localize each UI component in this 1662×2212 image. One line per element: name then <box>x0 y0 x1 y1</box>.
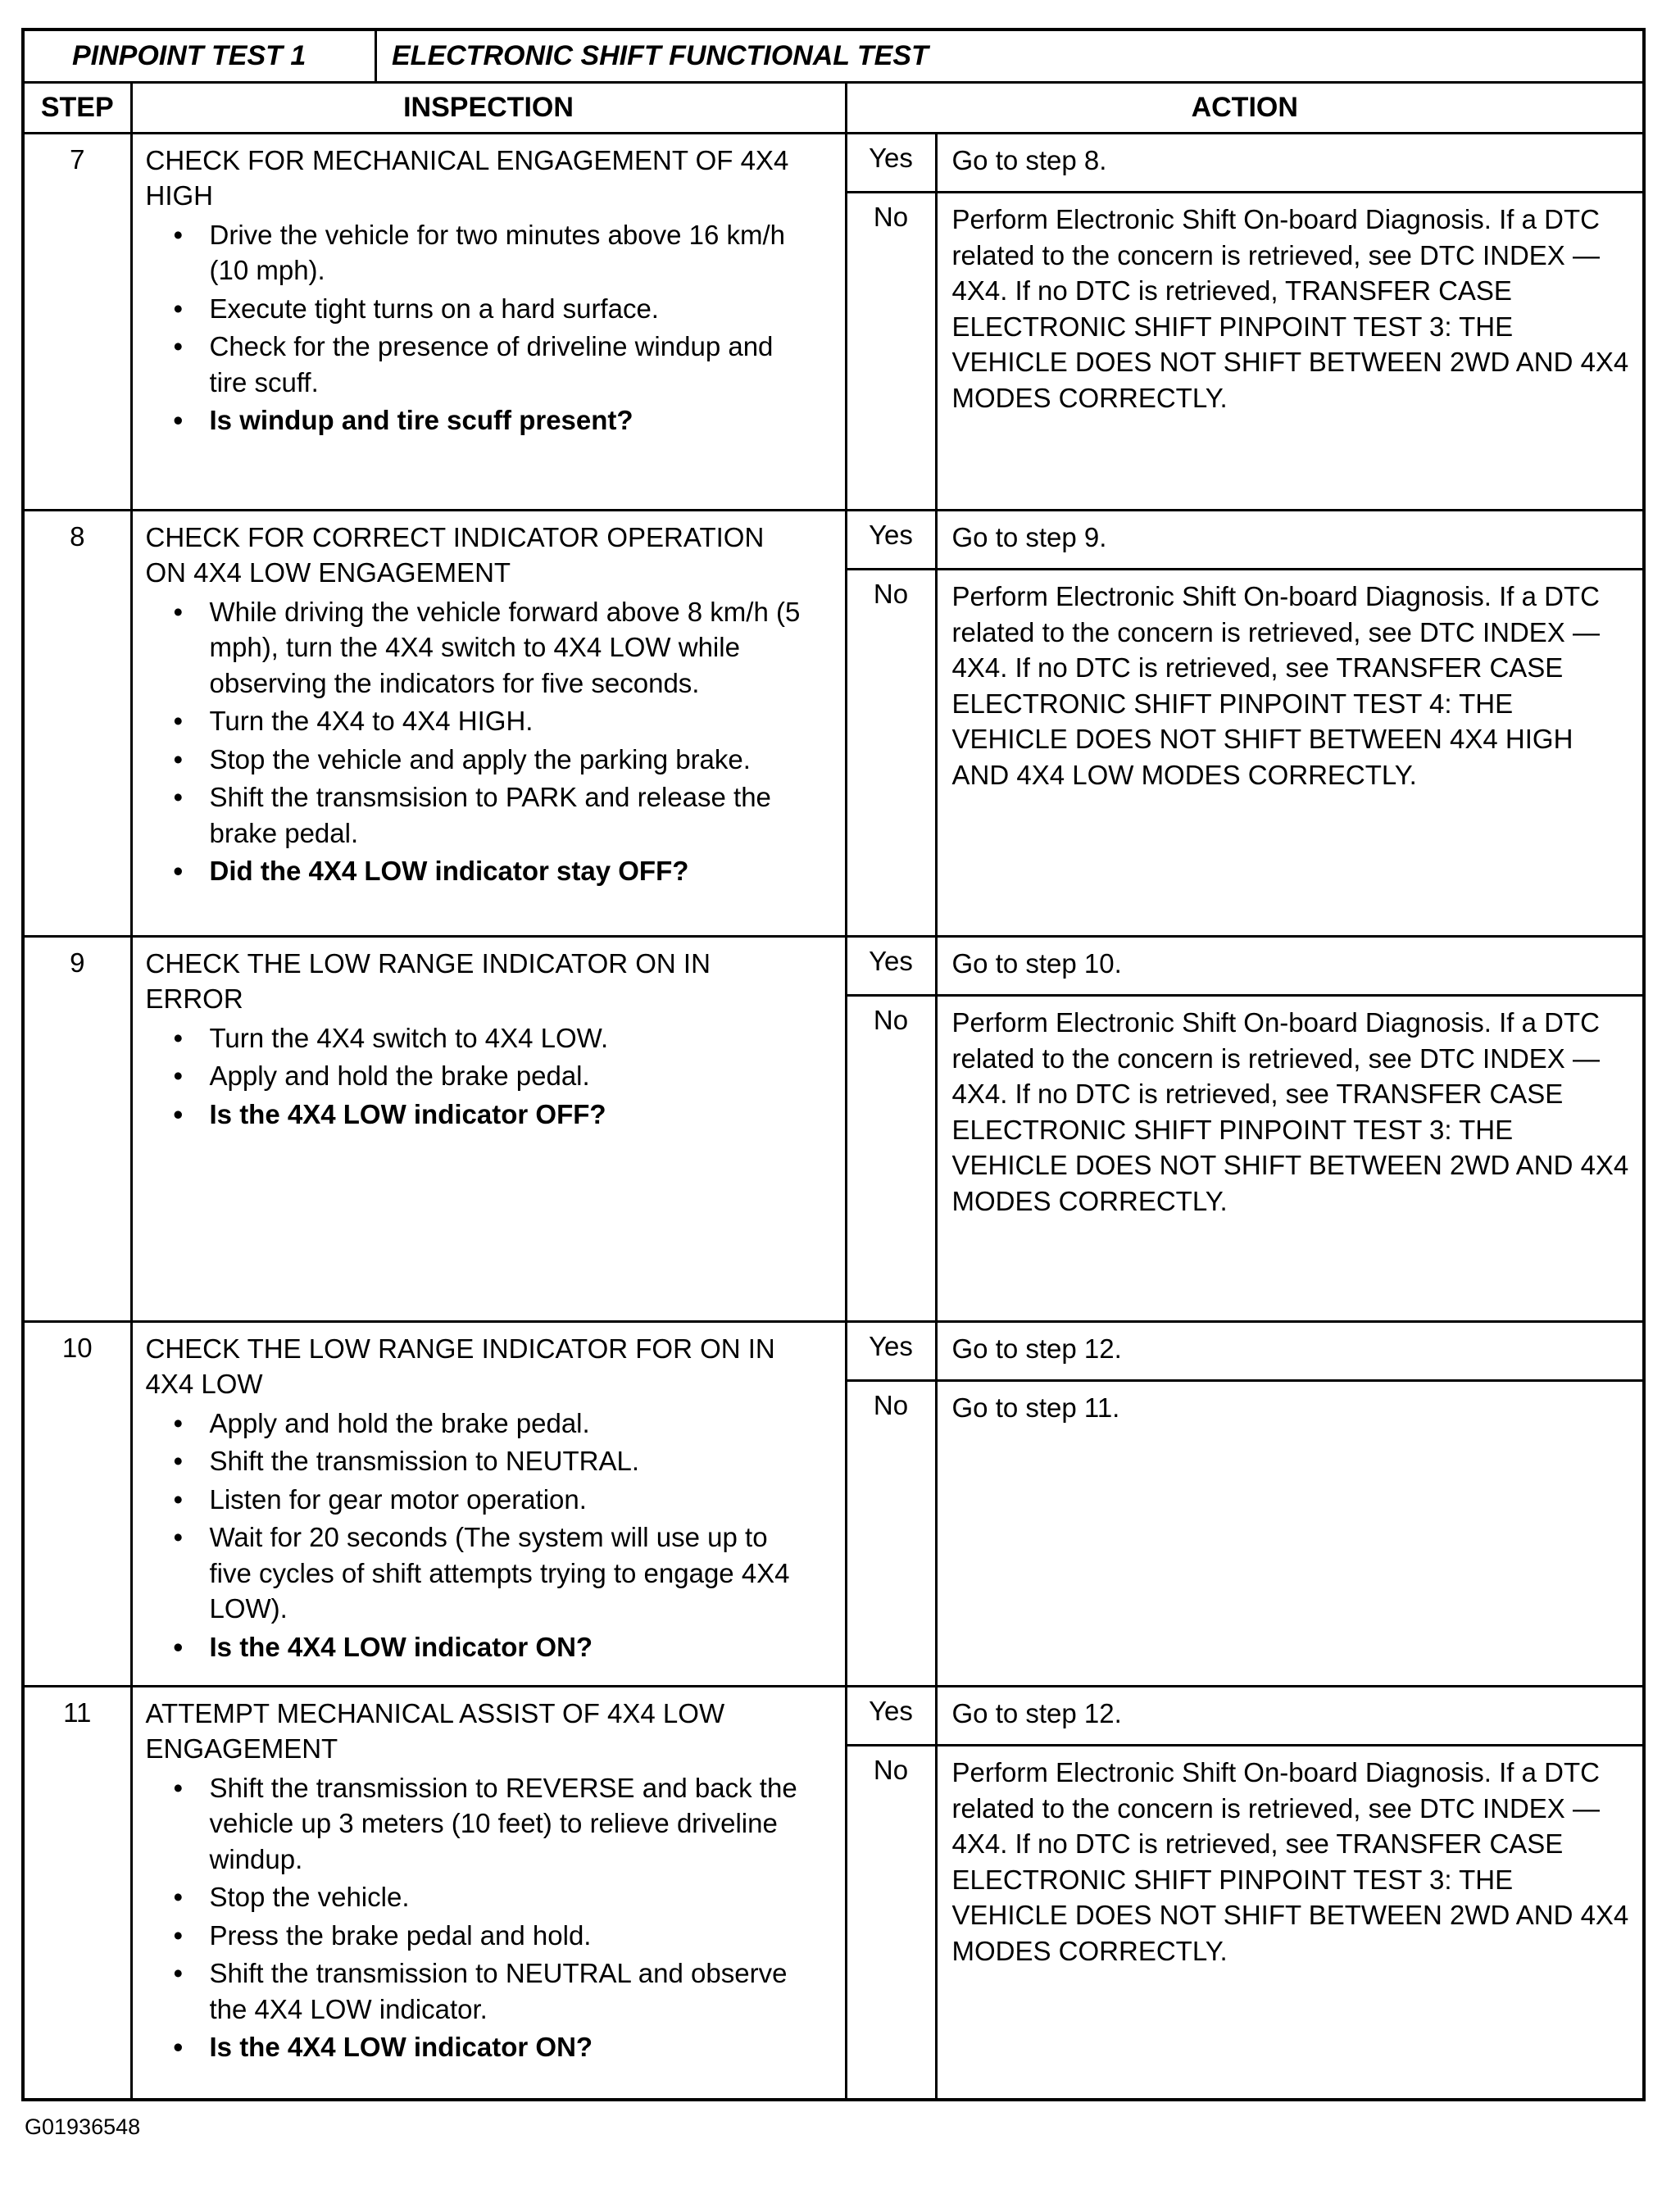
inspection-bullet: • Check for the presence of driveline windup and tire scuff. <box>210 329 811 400</box>
action-yes-cell <box>936 510 1644 570</box>
result-label: No <box>873 1390 909 1421</box>
result-label: No <box>873 579 909 610</box>
title-cell <box>23 30 1644 82</box>
result-label: Yes <box>869 1330 913 1361</box>
action-no-cell <box>936 570 1644 936</box>
inspection-bullet: • Apply and hold the brake pedal. <box>210 1406 811 1442</box>
result-yes-cell <box>846 936 936 996</box>
result-yes-cell <box>846 1686 936 1746</box>
result-yes-cell <box>846 133 936 193</box>
inspection-bullet: • Press the brake pedal and hold. <box>210 1918 811 1954</box>
action-yes-cell <box>936 1321 1644 1381</box>
result-no-cell <box>846 1381 936 1686</box>
step-number: 7 <box>70 143 85 175</box>
result-no-cell <box>846 996 936 1321</box>
action-text: Perform Electronic Shift On-board Diagnosis. If a DTC related to the concern is retrieved, see DTC INDEX — 4X4. If no DTC is retrieved, see TRANSFER CASE ELECTRONIC SHIFT PINPOINT TEST 3: THE VEHICLE DOES NOT SHIFT BETWEEN 2WD AND 4X4 MODES CORRECTLY. <box>951 1007 1629 1216</box>
inspection-bullet: • Shift the transmsision to PARK and release the brake pedal. <box>210 779 811 851</box>
action-no-cell <box>936 996 1644 1321</box>
action-yes-cell <box>936 1686 1644 1746</box>
step-number-cell <box>23 936 131 1321</box>
inspection-bullet: • Stop the vehicle and apply the parking brake. <box>210 742 811 778</box>
result-label: Yes <box>869 142 913 173</box>
action-no-cell <box>936 193 1644 510</box>
inspection-cell <box>131 1321 846 1686</box>
action-no-cell <box>936 1381 1644 1686</box>
column-header-action: ACTION <box>846 82 1644 133</box>
action-text: Go to step 10. <box>951 947 1122 979</box>
step-number: 9 <box>70 947 85 978</box>
inspection-question: • Is the 4X4 LOW indicator ON? <box>210 2029 811 2065</box>
inspection-bullet: • Execute tight turns on a hard surface. <box>210 291 811 327</box>
action-no-cell <box>936 1746 1644 2100</box>
step-yes-row <box>23 1321 1644 1381</box>
inspection-bullet-list <box>146 1770 811 2065</box>
inspection-question: • Is windup and tire scuff present? <box>210 402 811 438</box>
result-label: No <box>873 1755 909 1786</box>
action-text: Perform Electronic Shift On-board Diagnosis. If a DTC related to the concern is retrieved, see DTC INDEX — 4X4. If no DTC is retrieved, see TRANSFER CASE ELECTRONIC SHIFT PINPOINT TEST 3: THE VEHICLE DOES NOT SHIFT BETWEEN 2WD AND 4X4 MODES CORRECTLY. <box>951 1757 1629 1966</box>
inspection-bullet-list <box>146 217 811 438</box>
action-text: Go to step 9. <box>951 521 1107 552</box>
column-header-step: STEP <box>23 82 131 133</box>
result-label: Yes <box>869 1695 913 1726</box>
column-header-row <box>23 82 1644 133</box>
action-text: Go to step 11. <box>951 1392 1120 1424</box>
inspection-question: • Is the 4X4 LOW indicator ON? <box>210 1629 811 1665</box>
action-yes-cell <box>936 133 1644 193</box>
pinpoint-test-table <box>21 28 1646 2101</box>
inspection-cell <box>131 1686 846 2100</box>
result-label: No <box>873 1005 909 1036</box>
step-yes-row <box>23 936 1644 996</box>
inspection-bullet: • Shift the transmission to NEUTRAL. <box>210 1443 811 1479</box>
step-number-cell <box>23 1321 131 1686</box>
step-yes-row <box>23 133 1644 193</box>
inspection-bullet: • Wait for 20 seconds (The system will use up to five cycles of shift attempts trying to engage 4X4 LOW). <box>210 1519 811 1627</box>
inspection-bullet: • Listen for gear motor operation. <box>210 1482 811 1518</box>
inspection-bullet-list <box>146 1406 811 1665</box>
step-row-group <box>23 133 1644 510</box>
column-header-inspection: INSPECTION <box>131 82 846 133</box>
inspection-title: CHECK FOR CORRECT INDICATOR OPERATION ON 4X4 LOW ENGAGEMENT <box>145 521 765 588</box>
result-yes-cell <box>846 510 936 570</box>
step-row-group <box>23 936 1644 1321</box>
step-row-group <box>23 1321 1644 1686</box>
pinpoint-test-title: PINPOINT TEST 1 <box>25 31 377 81</box>
inspection-bullet: • Drive the vehicle for two minutes above 16 km/h (10 mph). <box>210 217 811 288</box>
inspection-question: • Is the 4X4 LOW indicator OFF? <box>210 1097 811 1133</box>
inspection-title: ATTEMPT MECHANICAL ASSIST OF 4X4 LOW ENGAGEMENT <box>145 1697 725 1765</box>
inspection-bullet: • Shift the transmission to NEUTRAL and observe the 4X4 LOW indicator. <box>210 1955 811 2027</box>
table-header <box>23 30 1644 133</box>
test-name-title: ELECTRONIC SHIFT FUNCTIONAL TEST <box>392 39 929 71</box>
result-label: Yes <box>869 945 913 976</box>
inspection-title: CHECK THE LOW RANGE INDICATOR ON IN ERROR <box>145 947 711 1015</box>
inspection-bullet-list <box>146 594 811 889</box>
action-text: Perform Electronic Shift On-board Diagnosis. If a DTC related to the concern is retrieved, see DTC INDEX — 4X4. If no DTC is retrieved, see TRANSFER CASE ELECTRONIC SHIFT PINPOINT TEST 4: THE VEHICLE DOES NOT SHIFT BETWEEN 4X4 HIGH AND 4X4 LOW MODES CORRECTLY. <box>951 581 1600 790</box>
action-text: Go to step 12. <box>951 1697 1122 1728</box>
result-label: No <box>873 202 909 233</box>
action-text: Perform Electronic Shift On-board Diagnosis. If a DTC related to the concern is retrieved, see DTC INDEX — 4X4. If no DTC is retrieved, TRANSFER CASE ELECTRONIC SHIFT PINPOINT TEST 3: THE VEHICLE DOES NOT SHIFT BETWEEN 2WD AND 4X4 MODES CORRECTLY. <box>951 204 1629 413</box>
step-number: 10 <box>61 1332 93 1363</box>
inspection-bullet: • Stop the vehicle. <box>210 1879 811 1915</box>
step-number-cell <box>23 510 131 936</box>
step-yes-row <box>23 510 1644 570</box>
inspection-bullet: • Turn the 4X4 switch to 4X4 LOW. <box>210 1020 811 1056</box>
inspection-cell <box>131 133 846 510</box>
result-yes-cell <box>846 1321 936 1381</box>
title-row <box>23 30 1644 82</box>
step-row-group <box>23 1686 1644 2100</box>
figure-code: G01936548 <box>25 2114 141 2139</box>
step-number: 11 <box>63 1696 92 1728</box>
result-no-cell <box>846 1746 936 2100</box>
result-no-cell <box>846 570 936 936</box>
inspection-bullet: • Shift the transmission to REVERSE and back the vehicle up 3 meters (10 feet) to relieve driveline windup. <box>210 1770 811 1878</box>
step-yes-row <box>23 1686 1644 1746</box>
inspection-cell <box>131 510 846 936</box>
action-yes-cell <box>936 936 1644 996</box>
action-text: Go to step 8. <box>951 144 1107 175</box>
inspection-bullet: • Turn the 4X4 to 4X4 HIGH. <box>210 703 811 739</box>
step-number: 8 <box>70 520 85 552</box>
action-text: Go to step 12. <box>951 1333 1122 1364</box>
inspection-bullet: • Apply and hold the brake pedal. <box>210 1058 811 1094</box>
result-label: Yes <box>869 519 913 550</box>
inspection-bullet-list <box>146 1020 811 1133</box>
step-number-cell <box>23 1686 131 2100</box>
inspection-cell <box>131 936 846 1321</box>
step-number-cell <box>23 133 131 510</box>
inspection-bullet: • While driving the vehicle forward above 8 km/h (5 mph), turn the 4X4 switch to 4X4 LOW while observing the indicators for five seconds. <box>210 594 811 702</box>
result-no-cell <box>846 193 936 510</box>
inspection-title: CHECK THE LOW RANGE INDICATOR FOR ON IN 4X4 LOW <box>145 1333 775 1400</box>
step-row-group <box>23 510 1644 936</box>
inspection-question: • Did the 4X4 LOW indicator stay OFF? <box>210 853 811 889</box>
inspection-title: CHECK FOR MECHANICAL ENGAGEMENT OF 4X4 HIGH <box>145 144 789 211</box>
